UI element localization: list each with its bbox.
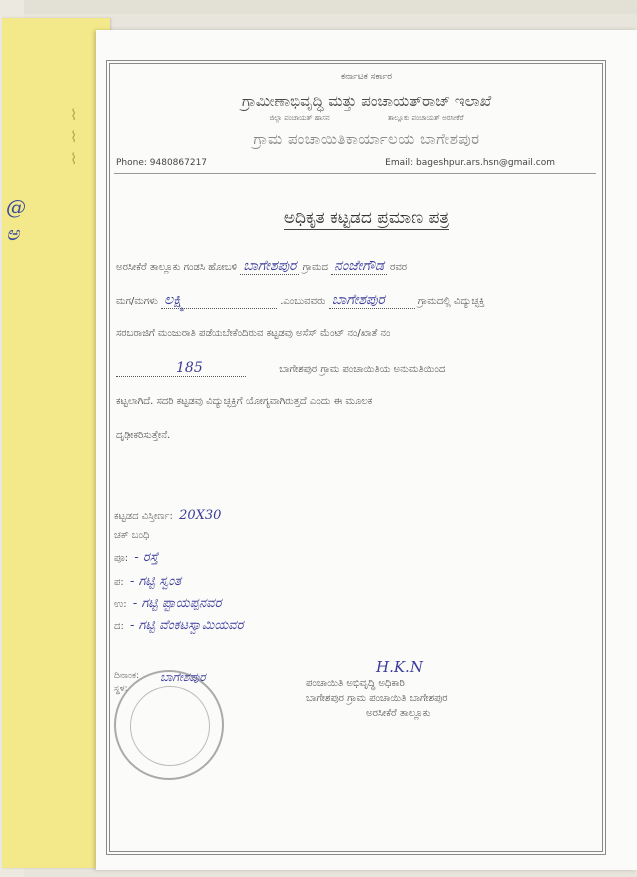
handwritten-assessment-number: 185	[116, 360, 246, 377]
bleed-through-marks: ⌇ ⌇ ⌇	[70, 106, 78, 168]
body-line-3: ಸರಬರಾಜಿಗೆ ಮಂಜುರಾತಿ ಪಡೆಯಬೇಕೆಂದಿರುವ ಕಟ್ಟಡವು ಅಸೆಸ್ ಮೆಂಟ್ ನಂ/ಖಾತೆ ನಂ	[116, 328, 391, 339]
certificate-page	[96, 30, 637, 870]
signatory-taluk: ಅರಸೀಕೆರೆ ತಾಲ್ಲೂಕು	[366, 708, 431, 719]
district-label: ಜಿಲ್ಲಾ ಪಂಚಾಯತ್ ಹಾಸನ	[269, 114, 330, 122]
west-value: - ಗಟ್ಟಿ ಸ್ವಂತ	[129, 574, 181, 589]
north-value: - ಗಟ್ಟಿ ಪ್ಟಾಯಪ್ಪನವರ	[132, 596, 222, 611]
scanner-background-top	[0, 0, 637, 14]
body-text: ಅರಸೀಕೆರೆ ತಾಲ್ಲೂಕು ಗಂಡಸಿ ಹೋಬಳಿ	[116, 262, 238, 273]
body-text: ಮಗ/ಮಗಳು	[116, 296, 158, 307]
seal-inner-ring	[130, 686, 210, 766]
east-label: ಪೂ:	[114, 553, 129, 564]
certificate-title	[96, 208, 637, 228]
note-line: ಅ	[6, 221, 20, 245]
body-line-4	[116, 360, 586, 377]
body-text: ರವರ	[390, 262, 408, 273]
date-row	[114, 670, 139, 683]
signature-block	[306, 658, 586, 721]
handwritten-applicant-name: ಲಕ್ಷ್ಮಿ	[161, 292, 277, 309]
signatory-title: ಪಂಚಾಯಿತಿ ಅಭಿವೃದ್ಧಿ ಅಧಿಕಾರಿ	[306, 678, 405, 689]
place-label: ಸ್ಥಳ:	[114, 684, 128, 694]
yellow-folder-sheet	[2, 18, 110, 868]
boundary-east	[114, 550, 161, 565]
office-heading: ಗ್ರಾಮ ಪಂಚಾಯಿತಿಕಾರ್ಯಾಲಯ ಬಾಗೇಶಪುರ	[253, 130, 480, 148]
south-value: - ಗಟ್ಟಿ ವೆಂಕಟಸ್ವಾಮಿಯವರ	[130, 618, 244, 633]
building-area	[114, 508, 224, 523]
body-line-5: ಕಟ್ಟಲಾಗಿದೆ. ಸದರಿ ಕಟ್ಟಡವು ವಿದ್ಯುಚ್ಛಕ್ತಿಗೆ ಯೋಗ್ಯವಾಗಿರುತ್ತದೆ ಎಂದು ಈ ಮೂಲಕ	[116, 396, 373, 407]
west-label: ಪ:	[114, 577, 124, 588]
boundary-heading: ಚಕ್ ಬಂಧಿ	[114, 530, 150, 541]
government-heading: ಕರ್ನಾಟಕ ಸರ್ಕಾರ	[340, 72, 393, 82]
date-label: ದಿನಾಂಕ:	[114, 671, 140, 681]
area-label: ಕಟ್ಟಡದ ವಿಸ್ತೀರ್ಣ:	[114, 511, 173, 522]
boundary-west	[114, 574, 184, 589]
body-line-2	[116, 292, 586, 309]
department-heading: ಗ್ರಾಮೀಣಾಭಿವೃದ್ಧಿ ಮತ್ತು ಪಂಚಾಯತ್‌ರಾಜ್ ಇಲಾಖೆ	[241, 92, 492, 110]
boundary-south	[114, 618, 247, 633]
note-line: @	[6, 195, 26, 219]
signatory-office: ಬಾಗೇಶಪುರ ಗ್ರಾಮ ಪಂಚಾಯಿತಿ ಬಾಗೇಶಪುರ	[306, 693, 448, 704]
south-label: ದ:	[114, 621, 124, 632]
place-row	[114, 683, 139, 696]
body-text: ಗ್ರಾಮದ	[302, 262, 328, 273]
east-value: - ರಸ್ತೆ	[134, 550, 159, 565]
header-divider	[114, 173, 596, 174]
place-date-block	[114, 670, 139, 696]
body-line-6: ದೃಢೀಕರಿಸುತ್ತೇನೆ.	[116, 430, 171, 441]
title-text: ಅಧಿಕೃತ ಕಟ್ಟಡದ ಪ್ರಮಾಣ ಪತ್ರ	[283, 208, 450, 228]
phone-number: Phone: 9480867217	[116, 158, 208, 168]
boundary-north	[114, 596, 225, 611]
handwritten-note	[6, 194, 66, 264]
body-text: ಬಾಗೇಶಪುರ ಗ್ರಾಮ ಪಂಚಾಯಿತಿಯ ಅನುಮತಿಯಿಂದ	[279, 364, 446, 375]
handwritten-village: ಬಾಗೇಶಪುರ	[240, 258, 299, 275]
email-address: Email: bageshpur.ars.hsn@gmail.com	[385, 158, 555, 168]
body-line-1	[116, 258, 586, 275]
sub-heading	[96, 114, 637, 123]
handwritten-father-name: ನಂಜೇಗೌಡ	[331, 258, 387, 275]
signature-scribble: H.K.N	[376, 658, 423, 676]
taluk-label: ತಾಲ್ಲೂಕು ಪಂಚಾಯತ್ ಅರಸೀಕೆರೆ	[387, 114, 464, 122]
body-text: ಗ್ರಾಮದಲ್ಲಿ ವಿದ್ಯುಚ್ಛಕ್ತಿ	[417, 296, 485, 307]
area-value: 20X30	[179, 508, 222, 523]
north-label: ಉ:	[114, 599, 127, 610]
body-text: .ಎಂಬುವವರು	[280, 296, 326, 307]
handwritten-village: ಬಾಗೇಶಪುರ	[329, 292, 415, 309]
handwritten-place: ಬಾಗೇಶಪುರ	[160, 670, 206, 684]
